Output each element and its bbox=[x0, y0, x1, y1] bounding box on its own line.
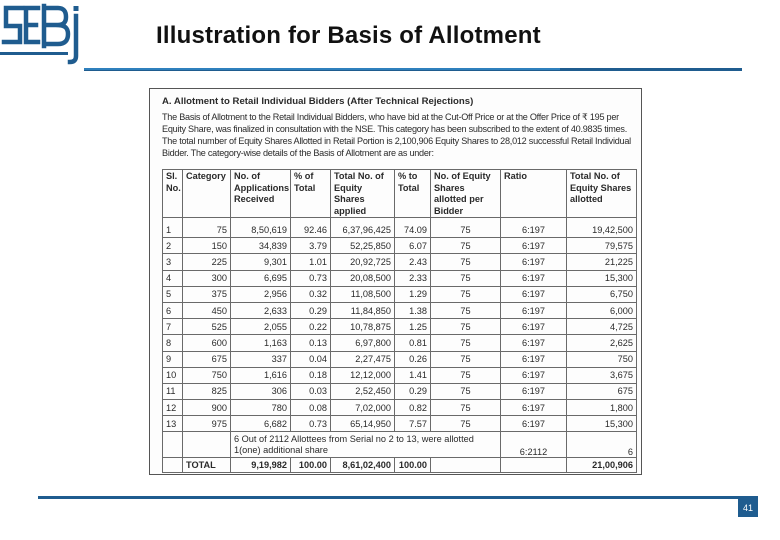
total-pct: 100.00 bbox=[291, 458, 331, 473]
cell-shares-applied: 20,92,725 bbox=[331, 254, 395, 270]
cell-category: 525 bbox=[183, 319, 231, 335]
cell-shares-allotted: 19,42,500 bbox=[567, 218, 637, 238]
cell-shares-applied: 2,27,475 bbox=[331, 351, 395, 367]
cell-pct-total: 92.46 bbox=[291, 218, 331, 238]
cell-shares-applied: 65,14,950 bbox=[331, 416, 395, 432]
table-row bbox=[163, 383, 637, 399]
cell-ratio: 6:197 bbox=[501, 335, 567, 351]
sebi-logo bbox=[0, 2, 84, 66]
cell-sl-no: 2 bbox=[163, 238, 183, 254]
cell-shares-per-bidder: 75 bbox=[431, 351, 501, 367]
note-allotted: 6 bbox=[567, 432, 637, 458]
table-row bbox=[163, 416, 637, 432]
footer-divider bbox=[38, 496, 758, 499]
cell-shares-applied: 12,12,000 bbox=[331, 367, 395, 383]
cell-shares-per-bidder: 75 bbox=[431, 335, 501, 351]
cell-category: 375 bbox=[183, 286, 231, 302]
cell-category: 900 bbox=[183, 400, 231, 416]
cell-applications: 9,301 bbox=[231, 254, 291, 270]
cell-pct-to-total: 74.09 bbox=[395, 218, 431, 238]
cell-shares-applied: 2,52,450 bbox=[331, 383, 395, 399]
cell-shares-applied: 10,78,875 bbox=[331, 319, 395, 335]
table-cell bbox=[163, 432, 183, 458]
paragraph-line: Equity Share, was finalized in consultation with the NSE. This category has been subscribed to the extent of 40.9835 times. bbox=[162, 124, 627, 134]
cell-pct-to-total: 0.81 bbox=[395, 335, 431, 351]
total-applications: 9,19,982 bbox=[231, 458, 291, 473]
cell-shares-per-bidder: 75 bbox=[431, 238, 501, 254]
cell-sl-no: 13 bbox=[163, 416, 183, 432]
cell-shares-applied: 6,97,800 bbox=[331, 335, 395, 351]
cell-pct-to-total: 0.82 bbox=[395, 400, 431, 416]
cell-pct-total: 0.13 bbox=[291, 335, 331, 351]
cell-shares-per-bidder: 75 bbox=[431, 218, 501, 238]
cell-pct-to-total: 0.29 bbox=[395, 383, 431, 399]
cell-ratio: 6:197 bbox=[501, 238, 567, 254]
cell-sl-no: 12 bbox=[163, 400, 183, 416]
cell-sl-no: 11 bbox=[163, 383, 183, 399]
cell-shares-allotted: 4,725 bbox=[567, 319, 637, 335]
cell-pct-to-total: 7.57 bbox=[395, 416, 431, 432]
cell-shares-allotted: 79,575 bbox=[567, 238, 637, 254]
cell-sl-no: 10 bbox=[163, 367, 183, 383]
cell-sl-no: 6 bbox=[163, 302, 183, 318]
cell-ratio: 6:197 bbox=[501, 319, 567, 335]
cell-pct-total: 0.04 bbox=[291, 351, 331, 367]
cell-shares-per-bidder: 75 bbox=[431, 400, 501, 416]
cell-category: 75 bbox=[183, 218, 231, 238]
table-row bbox=[163, 218, 637, 238]
table-row bbox=[163, 319, 637, 335]
cell-ratio: 6:197 bbox=[501, 400, 567, 416]
table-cell bbox=[431, 458, 501, 473]
cell-shares-applied: 20,08,500 bbox=[331, 270, 395, 286]
cell-pct-total: 0.18 bbox=[291, 367, 331, 383]
cell-pct-to-total: 1.38 bbox=[395, 302, 431, 318]
cell-shares-per-bidder: 75 bbox=[431, 383, 501, 399]
page-title: Illustration for Basis of Allotment bbox=[156, 22, 541, 49]
cell-shares-allotted: 2,625 bbox=[567, 335, 637, 351]
table-row bbox=[163, 302, 637, 318]
cell-applications: 1,616 bbox=[231, 367, 291, 383]
cell-shares-allotted: 15,300 bbox=[567, 416, 637, 432]
cell-shares-applied: 52,25,850 bbox=[331, 238, 395, 254]
header-divider-highlight bbox=[84, 68, 560, 70]
cell-ratio: 6:197 bbox=[501, 270, 567, 286]
cell-pct-to-total: 0.26 bbox=[395, 351, 431, 367]
col-header-applications: No. of Applications Received bbox=[231, 170, 291, 218]
cell-category: 975 bbox=[183, 416, 231, 432]
cell-sl-no: 8 bbox=[163, 335, 183, 351]
table-row bbox=[163, 238, 637, 254]
cell-applications: 306 bbox=[231, 383, 291, 399]
cell-pct-total: 0.73 bbox=[291, 416, 331, 432]
cell-shares-per-bidder: 75 bbox=[431, 302, 501, 318]
table-row bbox=[163, 254, 637, 270]
cell-category: 600 bbox=[183, 335, 231, 351]
cell-shares-applied: 7,02,000 bbox=[331, 400, 395, 416]
allotment-table bbox=[162, 169, 637, 473]
cell-pct-total: 0.73 bbox=[291, 270, 331, 286]
table-cell bbox=[501, 458, 567, 473]
cell-shares-allotted: 750 bbox=[567, 351, 637, 367]
total-label: TOTAL bbox=[183, 458, 231, 473]
cell-pct-total: 1.01 bbox=[291, 254, 331, 270]
cell-shares-per-bidder: 75 bbox=[431, 270, 501, 286]
cell-applications: 6,695 bbox=[231, 270, 291, 286]
cell-applications: 1,163 bbox=[231, 335, 291, 351]
table-row bbox=[163, 351, 637, 367]
cell-shares-allotted: 15,300 bbox=[567, 270, 637, 286]
cell-shares-applied: 11,84,850 bbox=[331, 302, 395, 318]
cell-pct-total: 0.29 bbox=[291, 302, 331, 318]
page-number: 41 bbox=[738, 499, 758, 517]
cell-applications: 2,956 bbox=[231, 286, 291, 302]
table-row bbox=[163, 286, 637, 302]
cell-shares-per-bidder: 75 bbox=[431, 319, 501, 335]
cell-sl-no: 9 bbox=[163, 351, 183, 367]
cell-shares-allotted: 1,800 bbox=[567, 400, 637, 416]
cell-pct-total: 0.22 bbox=[291, 319, 331, 335]
paragraph-line: Bidder. The category-wise details of the Basis of Allotment are as under: bbox=[162, 148, 434, 158]
cell-shares-per-bidder: 75 bbox=[431, 416, 501, 432]
cell-pct-to-total: 1.41 bbox=[395, 367, 431, 383]
paragraph-line: The Basis of Allotment to the Retail Individual Bidders, who have bid at the Cut-Off Price or at the Offer Price of ₹ 195 per bbox=[162, 112, 619, 122]
cell-shares-allotted: 6,750 bbox=[567, 286, 637, 302]
table-row bbox=[163, 335, 637, 351]
col-header-shares-per-bidder: No. of Equity Shares allotted per Bidder bbox=[431, 170, 501, 218]
table-row bbox=[163, 400, 637, 416]
description-paragraph bbox=[162, 111, 640, 159]
cell-ratio: 6:197 bbox=[501, 302, 567, 318]
cell-shares-applied: 11,08,500 bbox=[331, 286, 395, 302]
total-allotted: 21,00,906 bbox=[567, 458, 637, 473]
col-header-category: Category bbox=[183, 170, 231, 218]
cell-shares-allotted: 6,000 bbox=[567, 302, 637, 318]
total-applied: 8,61,02,400 bbox=[331, 458, 395, 473]
cell-sl-no: 4 bbox=[163, 270, 183, 286]
cell-pct-total: 0.08 bbox=[291, 400, 331, 416]
cell-category: 300 bbox=[183, 270, 231, 286]
cell-ratio: 6:197 bbox=[501, 416, 567, 432]
cell-sl-no: 1 bbox=[163, 218, 183, 238]
cell-ratio: 6:197 bbox=[501, 254, 567, 270]
col-header-shares-allotted: Total No. of Equity Shares allotted bbox=[567, 170, 637, 218]
cell-category: 150 bbox=[183, 238, 231, 254]
cell-shares-allotted: 3,675 bbox=[567, 367, 637, 383]
col-header-ratio: Ratio bbox=[501, 170, 567, 218]
cell-ratio: 6:197 bbox=[501, 367, 567, 383]
cell-applications: 780 bbox=[231, 400, 291, 416]
cell-applications: 8,50,619 bbox=[231, 218, 291, 238]
cell-category: 450 bbox=[183, 302, 231, 318]
cell-ratio: 6:197 bbox=[501, 351, 567, 367]
note-ratio: 6:2112 bbox=[501, 432, 567, 458]
total-pct-to-total: 100.00 bbox=[395, 458, 431, 473]
cell-sl-no: 3 bbox=[163, 254, 183, 270]
cell-shares-allotted: 21,225 bbox=[567, 254, 637, 270]
cell-sl-no: 5 bbox=[163, 286, 183, 302]
additional-share-note: 6 Out of 2112 Allottees from Serial no 2 to 13, were allotted 1(one) additional share bbox=[231, 432, 501, 458]
cell-pct-to-total: 2.33 bbox=[395, 270, 431, 286]
cell-category: 225 bbox=[183, 254, 231, 270]
total-row bbox=[163, 458, 637, 473]
table-row bbox=[163, 367, 637, 383]
cell-pct-to-total: 1.29 bbox=[395, 286, 431, 302]
table-header-row bbox=[163, 170, 637, 218]
cell-sl-no: 7 bbox=[163, 319, 183, 335]
cell-shares-allotted: 675 bbox=[567, 383, 637, 399]
cell-pct-to-total: 2.43 bbox=[395, 254, 431, 270]
table-cell bbox=[183, 432, 231, 458]
cell-pct-to-total: 6.07 bbox=[395, 238, 431, 254]
cell-applications: 337 bbox=[231, 351, 291, 367]
cell-shares-per-bidder: 75 bbox=[431, 286, 501, 302]
cell-shares-per-bidder: 75 bbox=[431, 367, 501, 383]
paragraph-line: The total number of Equity Shares Allotted in Retail Portion is 2,100,906 Equity Shares to 28,012 successful Retail Individual bbox=[162, 136, 631, 146]
note-row bbox=[163, 432, 637, 458]
cell-category: 750 bbox=[183, 367, 231, 383]
cell-ratio: 6:197 bbox=[501, 383, 567, 399]
cell-category: 825 bbox=[183, 383, 231, 399]
table-body bbox=[163, 218, 637, 432]
col-header-pct-total: % of Total bbox=[291, 170, 331, 218]
cell-shares-applied: 6,37,96,425 bbox=[331, 218, 395, 238]
section-heading: A. Allotment to Retail Individual Bidders (After Technical Rejections) bbox=[162, 96, 474, 107]
cell-applications: 6,682 bbox=[231, 416, 291, 432]
cell-pct-total: 0.03 bbox=[291, 383, 331, 399]
col-header-pct-to-total: % to Total bbox=[395, 170, 431, 218]
table-cell bbox=[163, 458, 183, 473]
cell-ratio: 6:197 bbox=[501, 218, 567, 238]
table-row bbox=[163, 270, 637, 286]
cell-ratio: 6:197 bbox=[501, 286, 567, 302]
cell-applications: 2,633 bbox=[231, 302, 291, 318]
cell-pct-total: 0.32 bbox=[291, 286, 331, 302]
cell-applications: 34,839 bbox=[231, 238, 291, 254]
cell-pct-total: 3.79 bbox=[291, 238, 331, 254]
document-excerpt bbox=[149, 88, 642, 475]
cell-pct-to-total: 1.25 bbox=[395, 319, 431, 335]
col-header-shares-applied: Total No. of Equity Shares applied bbox=[331, 170, 395, 218]
cell-shares-per-bidder: 75 bbox=[431, 254, 501, 270]
col-header-sl-no: Sl. No. bbox=[163, 170, 183, 218]
cell-applications: 2,055 bbox=[231, 319, 291, 335]
cell-category: 675 bbox=[183, 351, 231, 367]
